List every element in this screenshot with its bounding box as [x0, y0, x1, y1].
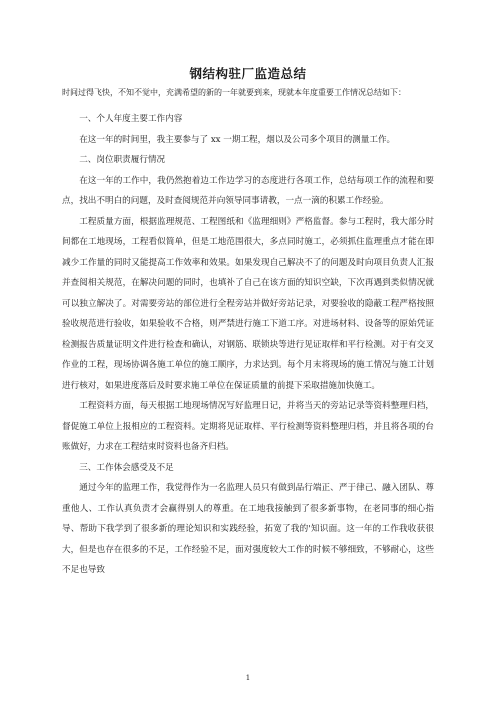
body-paragraph: 通过今年的监理工作，我觉得作为一名监理人员只有做到品行端正、严于律己、融入团队、尊重他人、工作认真负责才会赢得别人的尊重。在工地我接触到了很多新事物，在老同事的细心指导、帮助下我学到了很多新的理论知识和实践经验，拓宽了我的'知识面。这一年的工作我收获很大，但是也存在很多的不足，工作经验不足，面对强度较大工作的时候不够细致，不够耐心，这些不足也导致: [62, 483, 434, 575]
body-paragraph: 在这一年的时间里，我主要参与了 xx 一期工程，烟以及公司多个项目的测量工作。: [79, 134, 396, 145]
body-paragraph: 工程质量方面，根据监理规范、工程图纸和《监理细则》严格监督。参与工程时，我大部分时间都在工地现场，工程看似简单，但是工地范围很大，多点同时施工，必须抓住监理重点才能在即减少工作量的同时又能提高工作效率和效果。如果发现自己解决不了的问题及时向项目负责人汇报并查阅相关规范，在解决问题的同时，也填补了自己在该方面的知识空缺，下次再遇到类似情况就可以独立解决了。对需要旁站的部位进行全程旁站并做好旁站记录，对要验收的隐蔽工程严格按照验收规范进行验收，如果验收不合格，则严禁进行施工下道工序。对进场材料、设备等的原始凭证检测报告质量证明文件进行检查和确认，对钢筋、联锁块等进行见证取样和平行检测。对于有交叉作业的工程，现场协调各施工单位的施工顺序，力求达到。每个月末将现场的施工情况与施工计划进行核对，如果进度落后及时要求施工单位在保证质量的前提下采取措施加快施工。: [62, 216, 434, 391]
body-paragraph: 工程资料方面，每天根据工地现场情况写好监理日记，并将当天的旁站记录等资料整理归档，督促施工单位上报相应的工程资料。定期将见证取样、平行检测等资料整理归档，并且将各项的台账做好，力求在工程结束时资料也备齐归档。: [62, 401, 434, 452]
document-title: 钢结构驻厂监造总结: [189, 66, 307, 81]
section-heading: 二、岗位职责履行情况: [79, 155, 166, 165]
document-body: [62, 109, 434, 581]
body-paragraph: 在这一年的工作中，我仍然抱着边工作边学习的态度进行各项工作，总结每项工作的流程和要点，找出不明白的问题，及时查阅规范并向领导同事请教，一点一滴的积累工作经验。: [62, 175, 434, 206]
intro-text: 时间过得飞快，不知不觉中，充满希望的新的一年就要到来，现就本年度重要工作情况总结如下：: [62, 88, 406, 97]
section-heading: 一、个人年度主要工作内容: [79, 114, 183, 124]
section-heading: 三、工作体会感受及不足: [79, 462, 174, 473]
page-number: 1: [245, 674, 251, 682]
